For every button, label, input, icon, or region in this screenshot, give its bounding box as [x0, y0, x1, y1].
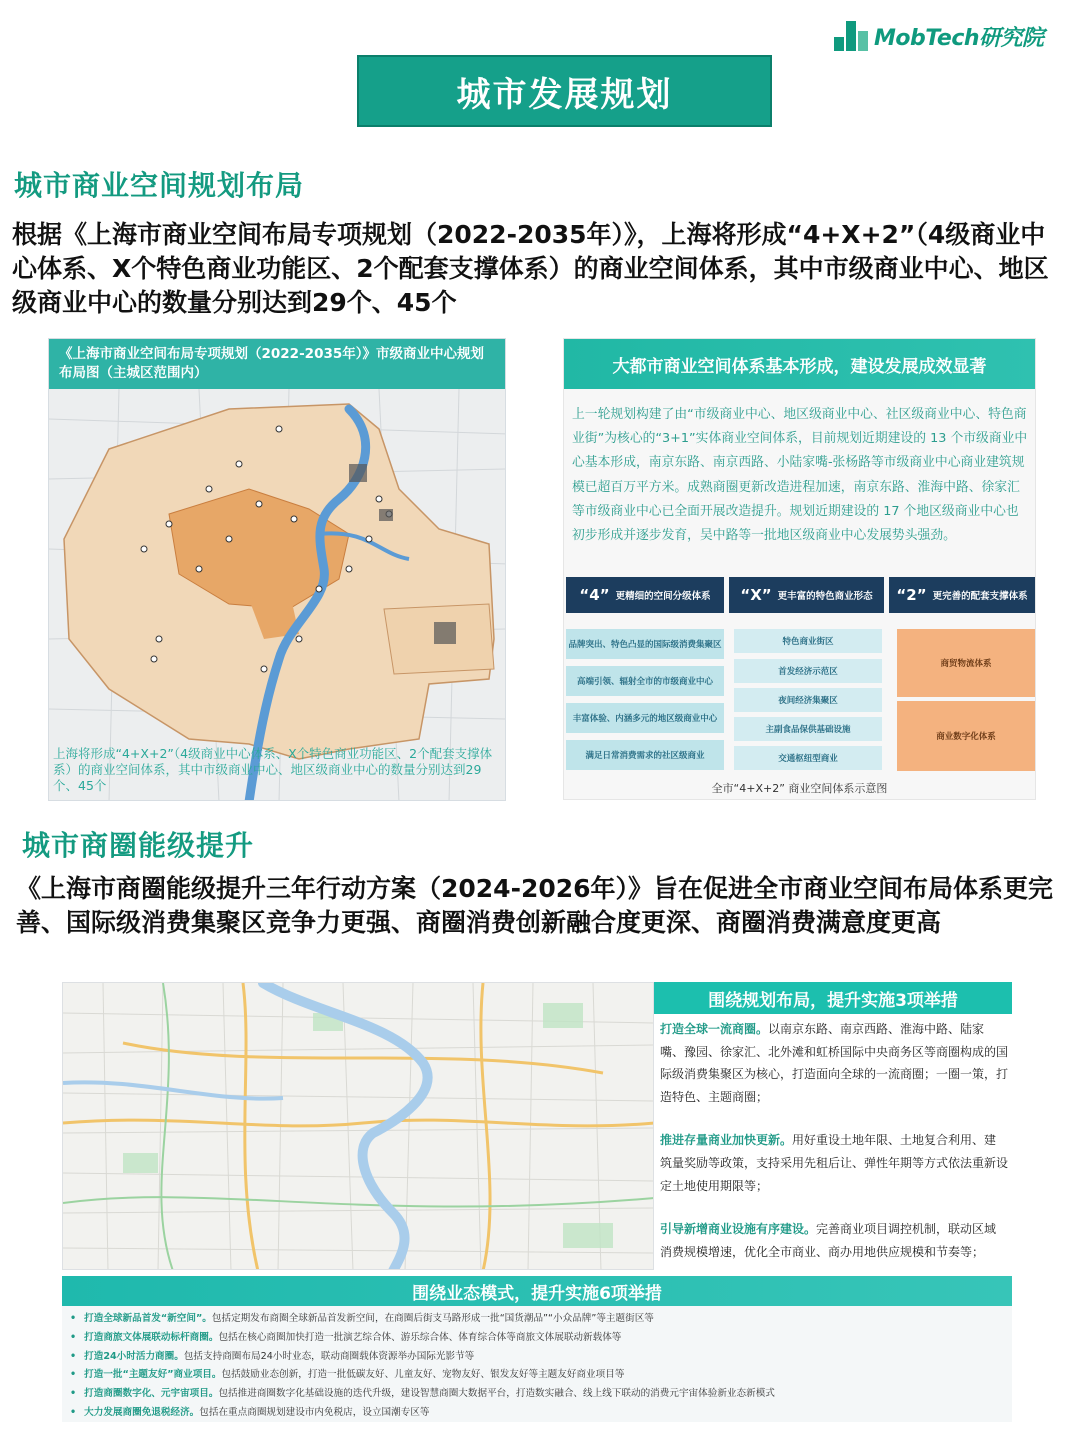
column-x-cell: 特色商业街区 [734, 629, 882, 653]
measure-item-lead: 引导新增商业设施有序建设。 [660, 1222, 817, 1237]
column-header-2-label: 更完善的配套支撑体系 [932, 591, 1028, 602]
column-x-cell: 夜间经济集聚区 [734, 688, 882, 712]
column-2-cell: 商业数字化体系 [897, 701, 1035, 771]
list-item [70, 1310, 1006, 1329]
brand-logo-text: MobTech研究院 [874, 25, 1044, 51]
bullet-icon: • [70, 1388, 77, 1400]
column-header-4 [566, 577, 724, 613]
list-item [70, 1385, 1006, 1404]
list-item [70, 1329, 1006, 1348]
column-2-cell: 商贸物流体系 [897, 629, 1035, 697]
page-title-box [357, 55, 772, 127]
panel1-title: 大都市商业空间体系基本形成，建设发展成效显著 [564, 339, 1035, 389]
measure-item [660, 1218, 1008, 1263]
bullet-icon: • [70, 1369, 77, 1381]
column-4-cell: 满足日常消费需求的社区级商业 [566, 740, 724, 770]
column-4-cell: 丰富体验、内涵多元的地区级商业中心 [566, 703, 724, 733]
format-measures-list [70, 1310, 1006, 1423]
list-item-text: 包括在重点商圈规划建设市内免税店，设立国潮专区等 [199, 1406, 430, 1418]
section1-paragraph: 根据《上海市商业空间布局专项规划（2022-2035年）》，上海将形成“4+X+2”（4级商业中心体系、X个特色商业功能区、2个配套支撑体系）的商业空间体系，其中市级商业中心、地区级商业中心的数量分别达到29个、45个 [12, 220, 1049, 317]
list-item-text: 包括推进商圈数字化基础设施的迭代升级，建设智慧商圈大数据平台，打造数实融合、线上线下联动的消费元宇宙体验新业态新模式 [218, 1388, 775, 1400]
list-item [70, 1404, 1006, 1423]
bullet-icon: • [70, 1350, 77, 1362]
measure-item-text: 完善商业项目调控机制，联动区域消费规模增速，优化全市商业、商办用地供应规模和节奏等； [660, 1222, 997, 1259]
column-4-cell: 品牌突出、特色凸显的国际级消费集聚区 [566, 629, 724, 659]
map2-graphic [63, 983, 654, 1270]
column-header-4-label: 更精细的空间分级体系 [615, 591, 711, 602]
list-item [70, 1348, 1006, 1367]
measure-item-lead: 打造全球一流商圈。 [660, 1022, 769, 1036]
list-item-lead: 大力发展商圈免退税经济。 [84, 1406, 200, 1418]
brand-logo [834, 14, 1064, 58]
map1-graphic [49, 339, 506, 801]
map1-bottom-note: 上海将形成“4+X+2”（4级商业中心体系、X个特色商业功能区、2个配套支撑体系）的商业空间体系，其中市级商业中心、地区级商业中心的数量分别达到29个、45个 [53, 746, 493, 793]
bullet-icon: • [70, 1331, 77, 1343]
bullet-icon: • [70, 1313, 77, 1324]
measure-item [660, 1018, 1008, 1108]
list-item-text: 包括鼓励业态创新，打造一批低碳友好、儿童友好、宠物友好、银发友好等主题友好商业项目等 [221, 1369, 625, 1381]
list-item-lead: 打造商圈数字化、元宇宙项目。 [84, 1388, 219, 1400]
list-item [70, 1366, 1006, 1385]
section1-heading: 城市商业空间规划布局 [14, 169, 305, 202]
measure-item [660, 1129, 1008, 1197]
list-item-text: 包括定期发布商圈全球新品首发新空间，在商圈后街支马路形成一批“国货潮品”“小众品牌”等主题街区等 [211, 1313, 654, 1324]
column-header-4-symbol: “4” [579, 586, 610, 604]
measure-item-lead: 推进存量商业加快更新。 [660, 1133, 793, 1148]
panel1-body: 上一轮规划构建了由“市级商业中心、地区级商业中心、社区级商业中心、特色商业街”为核心的“3+1”实体商业空间体系，目前规划近期建设的 13 个市级商业中心基本形成，南京东路、南京西路、小陆家嘴-张杨路等市级商业中心商业建筑规模已超百万平方米。成熟商圈更新改造进程加速，南京东路、淮海中路、徐家汇等市级商业中心已全面开展改造提升。规划近期建设的 17 个地区级商业中心也初步形成并逐步发育，吴中路等一批地区级商业中心发展势头强劲。 [572, 407, 1028, 544]
panel2-body [660, 1018, 1008, 1284]
column-x-cell: 主副食品保供基础设施 [734, 717, 882, 741]
column-x-cell: 交通枢纽型商业 [734, 746, 882, 770]
measure-item-text: 用好重设土地年限、土地复合利用、建筑量奖励等政策，支持采用先租后让、弹性年期等方式依法重新设定土地使用期限等； [660, 1133, 1009, 1193]
list-item-lead: 打造一批“主题友好”商业项目。 [84, 1369, 222, 1381]
list-item-lead: 打造全球新品首发“新空间”。 [84, 1313, 212, 1324]
measure-item-text: 以南京东路、南京西路、淮海中路、陆家嘴、豫园、徐家汇、北外滩和虹桥国际中央商务区等商圈构成的国际级消费集聚区为核心，打造面向全球的一流商圈；一圈一策，打造特色、主题商圈； [660, 1022, 1009, 1104]
commercial-system-panel [563, 338, 1036, 800]
panel2-title: 围绕规划布局，提升实施3项举措 [654, 982, 1012, 1014]
list-item-lead: 打造商旅文体展联动标杆商圈。 [84, 1331, 219, 1343]
logo-mark-icon [834, 21, 868, 51]
column-x-cell: 首发经济示范区 [734, 659, 882, 683]
column-4-cell: 高端引领、辐射全市的市级商业中心 [566, 666, 724, 696]
bullet-icon: • [70, 1406, 77, 1418]
column-header-x-symbol: “X” [740, 586, 772, 604]
list-item-text: 包括在核心商圈加快打造一批演艺综合体、游乐综合体、体育综合体等商旅文体展联动新载体等 [218, 1331, 622, 1343]
column-header-2 [889, 577, 1035, 613]
layout-measures-panel [654, 982, 1012, 1270]
column-header-x [729, 577, 884, 613]
column-header-2-symbol: “2” [896, 586, 927, 604]
list-item-lead: 打造24小时活力商圈。 [84, 1350, 184, 1362]
column-header-x-label: 更丰富的特色商业形态 [777, 591, 873, 602]
section2-paragraph: 《上海市商圈能级提升三年行动方案（2024-2026年）》旨在促进全市商业空间布局体系更完善、国际级消费集聚区竞争力更强、商圈消费创新融合度更深、商圈消费满意度更高 [16, 874, 1054, 937]
panel1-footer: 全市“4+X+2” 商业空间体系示意图 [711, 782, 888, 795]
section2-heading: 城市商圈能级提升 [22, 829, 255, 862]
commercial-center-map [48, 338, 506, 801]
city-road-map [62, 982, 654, 1270]
page-title: 城市发展规划 [456, 74, 673, 115]
panel3-title: 围绕业态模式，提升实施6项举措 [62, 1276, 1012, 1306]
map1-caption: 《上海市商业空间布局专项规划（2022-2035年）》市级商业中心规划布局图（主城区范围内） [49, 339, 505, 389]
list-item-text: 包括支持商圈布局24小时业态，联动商圈载体资源举办国际光影节等 [183, 1350, 475, 1362]
format-measures-panel [62, 1276, 1012, 1422]
